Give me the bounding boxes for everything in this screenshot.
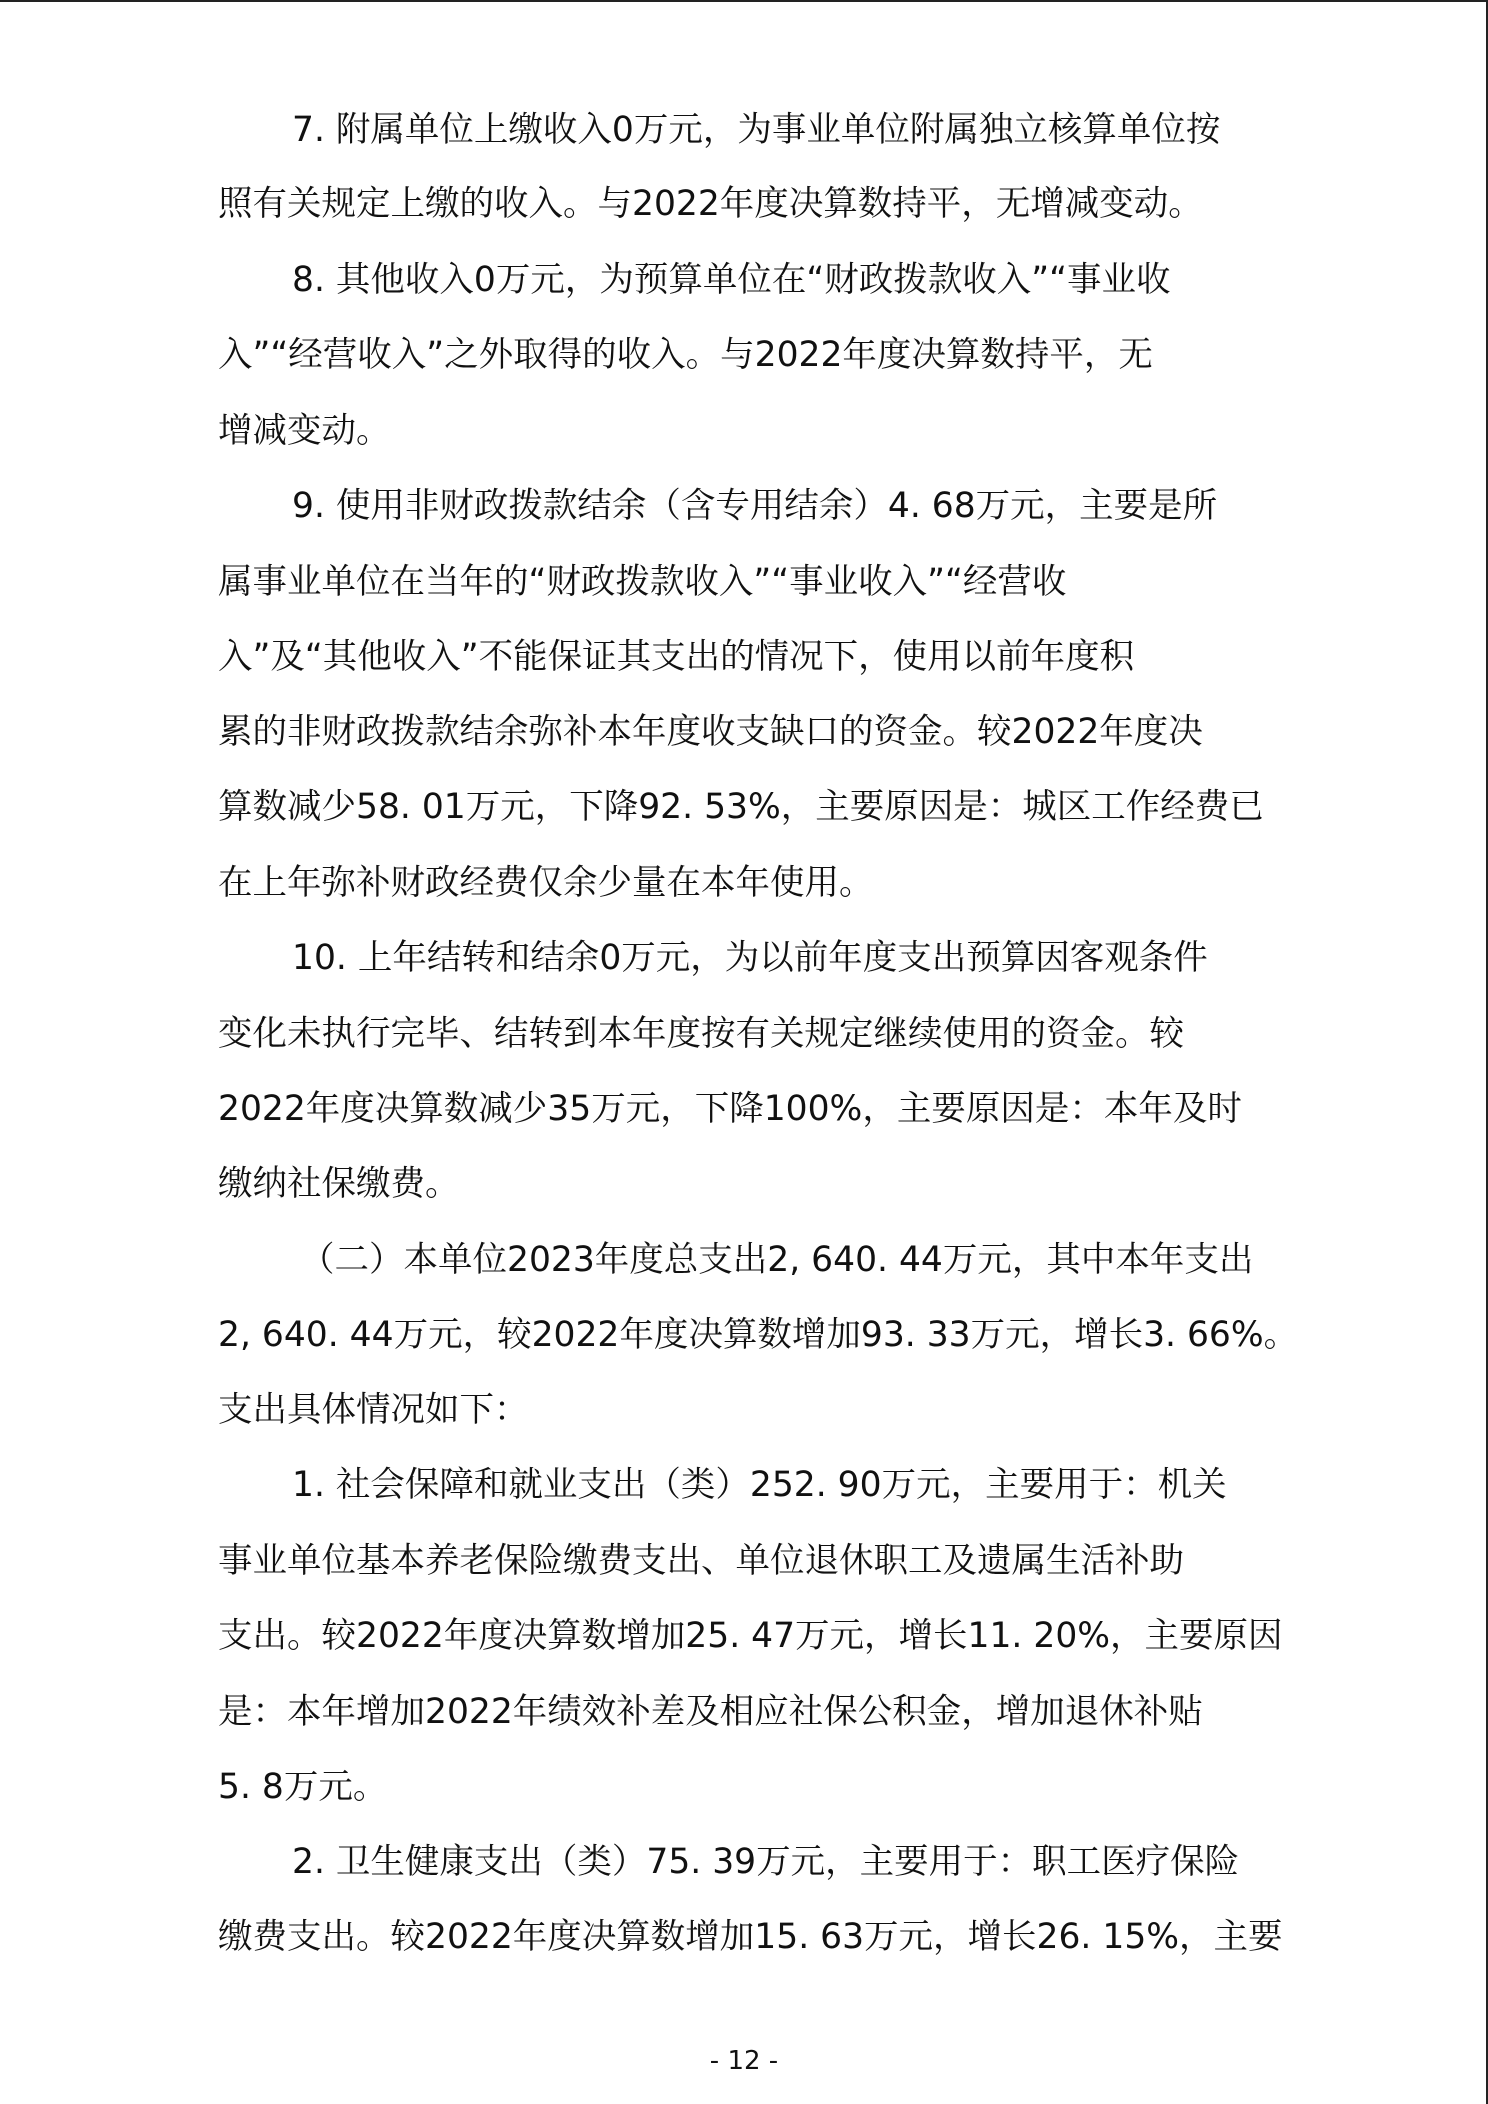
text-line: 10. 上年结转和结余0万元，为以前年度支出预算因客观条件 <box>292 938 1208 978</box>
text-line: 累的非财政拨款结余弥补本年度收支缺口的资金。较2022年度决 <box>218 712 1203 752</box>
text-line: 照有关规定上缴的收入。与2022年度决算数持平，无增减变动。 <box>218 184 1203 224</box>
page-number: - 12 - <box>709 2046 779 2076</box>
text-line: 是：本年增加2022年绩效补差及相应社保公积金，增加退休补贴 <box>218 1692 1203 1732</box>
text-line: 2. 卫生健康支出（类）75. 39万元，主要用于：职工医疗保险 <box>292 1842 1240 1882</box>
text-line: 缴费支出。较2022年度决算数增加15. 63万元，增长26. 15%，主要 <box>218 1917 1283 1957</box>
text-line: 8. 其他收入0万元，为预算单位在“财政拨款收入”“事业收 <box>292 260 1171 300</box>
text-line: 变化未执行完毕、结转到本年度按有关规定继续使用的资金。较 <box>218 1014 1184 1054</box>
text-line: 属事业单位在当年的“财政拨款收入”“事业收入”“经营收 <box>218 562 1067 602</box>
text-line: 缴纳社保缴费。 <box>218 1164 460 1204</box>
text-line: 5. 8万元。 <box>218 1767 388 1807</box>
text-line: 2022年度决算数减少35万元，下降100%，主要原因是：本年及时 <box>218 1089 1242 1129</box>
text-line: 9. 使用非财政拨款结余（含专用结余）4. 68万元，主要是所 <box>292 486 1218 526</box>
text-line: 支出具体情况如下： <box>218 1390 529 1430</box>
text-line: 入”及“其他收入”不能保证其支出的情况下，使用以前年度积 <box>218 637 1135 677</box>
text-line: 事业单位基本养老保险缴费支出、单位退休职工及遗属生活补助 <box>218 1541 1184 1581</box>
text-line: 在上年弥补财政经费仅余少量在本年使用。 <box>218 863 874 903</box>
text-line: 7. 附属单位上缴收入0万元，为事业单位附属独立核算单位按 <box>292 110 1221 150</box>
text-line: 算数减少58. 01万元，下降92. 53%，主要原因是：城区工作经费已 <box>218 787 1264 827</box>
text-line: 增减变动。 <box>218 411 391 451</box>
text-line: （二）本单位2023年度总支出2, 640. 44万元，其中本年支出 <box>300 1240 1254 1280</box>
text-line: 2, 640. 44万元，较2022年度决算数增加93. 33万元，增长3. 66%。 <box>218 1315 1299 1355</box>
text-line: 1. 社会保障和就业支出（类）252. 90万元，主要用于：机关 <box>292 1465 1227 1505</box>
text-line: 支出。较2022年度决算数增加25. 47万元，增长11. 20%，主要原因 <box>218 1616 1283 1656</box>
text-line: 入”“经营收入”之外取得的收入。与2022年度决算数持平，无 <box>218 335 1153 375</box>
